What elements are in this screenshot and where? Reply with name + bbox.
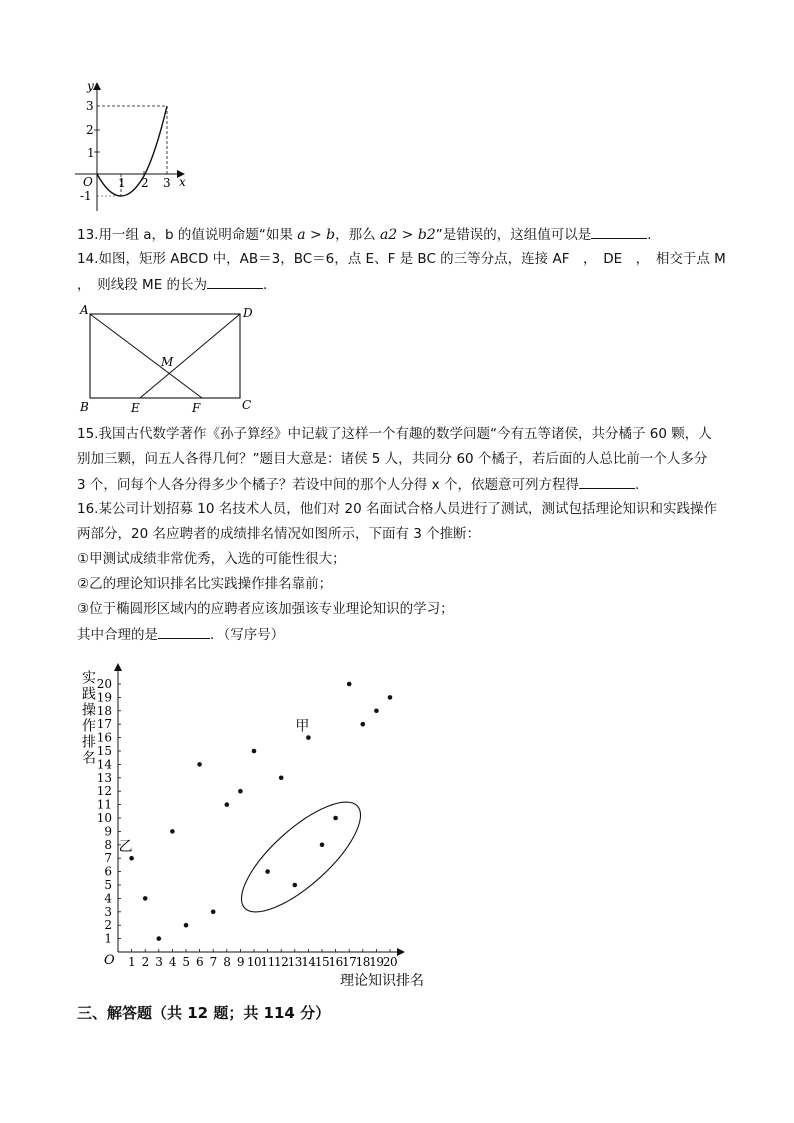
y-tick-label: 9: [104, 824, 112, 839]
inference-2: ②乙的理论知识排名比实践操作排名靠前；: [77, 576, 333, 592]
parabola-y-tick: 2: [86, 123, 94, 137]
y-tick-label: 19: [96, 690, 112, 705]
scatter-y-label-text: 实践操作排名: [80, 670, 96, 766]
parabola-x-tick: 1: [118, 176, 126, 190]
scatter-x-label: 理论知识排名: [340, 973, 424, 989]
data-point: [265, 869, 270, 874]
x-tick-label: 3: [155, 955, 163, 969]
parabola-y-tick: 3: [86, 99, 94, 113]
parabola-y-tick: -1: [80, 189, 92, 203]
question-16-line2: 两部分，20 名应聘者的成绩排名情况如图所示，下面有 3 个推断：: [77, 526, 481, 542]
question-16-line1: 16.某公司计划招募 10 名技术人员，他们对 20 名面试合格人员进行了测试，测试包括理论知识和实践操作: [77, 501, 717, 517]
data-point: [361, 722, 366, 727]
label-f: F: [192, 401, 201, 415]
ranking-scatter-chart: [70, 655, 440, 990]
parabola-y-tick: 1: [87, 146, 95, 160]
x-tick-label: 19: [369, 955, 384, 969]
y-tick-label: 11: [96, 797, 112, 812]
data-point: [374, 709, 379, 714]
question-14-line1: 14.如图，矩形 ABCD 中，AB＝3，BC＝6，点 E、F 是 BC 的三等分点，连接 AF ， DE ， 相交于点 M: [77, 251, 726, 267]
question-16-answer: 其中合理的是 ．（写序号）: [77, 624, 727, 645]
question-15-line1: 15.我国古代数学著作《孙子算经》中记载了这样一个有趣的数学问题“今有五等诸侯，共分橘子 60 颗，人: [77, 426, 712, 442]
data-point: [225, 802, 230, 807]
parabola-x-tick: 2: [141, 176, 149, 190]
section-3-title: 三、解答题（共 12 题；共 114 分）: [77, 1004, 331, 1022]
x-tick-label: 18: [355, 955, 370, 969]
y-tick-label: 20: [96, 677, 112, 691]
data-point: [347, 682, 352, 687]
x-tick-label: 9: [236, 955, 244, 969]
x-tick-label: 16: [328, 955, 343, 969]
label-b: B: [80, 400, 89, 414]
x-tick-label: 4: [168, 955, 176, 969]
q13-answer-blank[interactable]: [591, 224, 647, 239]
x-tick-label: 1: [128, 955, 136, 969]
y-tick-label: 4: [104, 891, 112, 906]
parabola-y-label: y: [87, 79, 94, 93]
inference-3: ③位于椭圆形区域内的应聘者应该加强该专业理论知识的学习；: [77, 601, 454, 617]
data-point: [333, 816, 338, 821]
scatter-y-label: [80, 670, 96, 766]
x-tick-label: 12: [274, 955, 289, 969]
question-14-line2: ， 则线段 ME 的长为 .: [77, 274, 727, 295]
data-point: [157, 936, 162, 941]
x-tick-label: 7: [209, 955, 217, 969]
x-tick-label: 2: [141, 955, 149, 969]
y-tick-label: 13: [96, 770, 112, 785]
x-tick-label: 5: [182, 955, 190, 969]
segment-af: [90, 314, 202, 398]
y-tick-label: 12: [96, 784, 112, 799]
x-tick-label: 10: [246, 955, 262, 969]
rectangle-figure: [77, 302, 267, 417]
label-e: E: [131, 401, 140, 415]
data-point: [211, 910, 216, 915]
x-tick-label: 8: [223, 955, 231, 969]
data-point: [252, 749, 257, 754]
y-tick-label: 5: [104, 878, 112, 892]
y-tick-label: 2: [104, 918, 112, 933]
parabola-x-tick: 3: [163, 176, 171, 190]
y-tick-label: 10: [96, 811, 112, 825]
point-annotation: 甲: [295, 718, 310, 735]
x-tick-label: 14: [301, 955, 316, 969]
data-point: [184, 923, 189, 928]
q15-answer-blank[interactable]: [579, 474, 635, 489]
label-d: D: [243, 306, 253, 320]
parabola-x-label: x: [179, 175, 186, 189]
data-point: [238, 789, 243, 794]
y-tick-label: 7: [104, 851, 112, 866]
q13-result: a2 > b2: [379, 227, 436, 243]
x-tick-label: 20: [382, 955, 398, 969]
label-a: A: [80, 303, 89, 317]
data-point: [293, 883, 298, 888]
q13-condition: a > b: [297, 227, 336, 243]
q14-answer-blank[interactable]: [207, 274, 263, 289]
data-point: [197, 762, 202, 767]
parabola-figure: [75, 78, 195, 213]
data-point: [170, 829, 175, 834]
x-tick-label: 15: [314, 955, 330, 969]
question-15-line3: 3 个，问每个人各分得多少个橘子？若设中间的那个人分得 x 个，依题意可列方程得 .: [77, 474, 727, 495]
y-tick-label: 1: [104, 931, 112, 946]
y-tick-label: 14: [96, 757, 112, 772]
y-tick-label: 15: [96, 744, 112, 758]
x-tick-label: 6: [196, 955, 204, 969]
segment-de: [140, 314, 240, 398]
data-point: [143, 896, 148, 901]
y-tick-label: 8: [104, 837, 112, 852]
data-point: [306, 735, 311, 740]
ellipse-region: [226, 785, 376, 928]
parabola-origin-label: O: [83, 175, 93, 189]
q16-answer-blank[interactable]: [158, 624, 210, 639]
data-point: [279, 776, 284, 781]
data-point: [388, 695, 393, 700]
data-point: [129, 856, 134, 861]
y-tick-label: 6: [104, 864, 112, 879]
question-15-line2: 别加三颗，问五人各得几何？”题目大意是：诸侯 5 人，共同分 60 个橘子，若后面的人总比前一个人多分: [77, 451, 708, 467]
label-m: M: [161, 355, 174, 369]
data-point: [320, 843, 325, 848]
x-tick-label: 13: [287, 955, 302, 969]
y-tick-label: 17: [96, 717, 112, 732]
y-tick-label: 16: [96, 730, 112, 745]
question-13: 13.用一组 a，b 的值说明命题“如果 a > b，那么 a2 > b2”是错误的，这组值可以是 .: [77, 224, 727, 245]
y-tick-label: 3: [104, 904, 112, 919]
scatter-origin-label: O: [104, 953, 115, 968]
y-tick-label: 18: [96, 703, 112, 718]
inference-1: ①甲测试成绩非常优秀，入选的可能性很大；: [77, 551, 346, 567]
point-annotation: 乙: [118, 839, 133, 856]
x-tick-label: 17: [342, 955, 357, 969]
x-tick-label: 11: [260, 955, 275, 969]
label-c: C: [242, 398, 252, 412]
parabola-curve: [97, 106, 167, 196]
